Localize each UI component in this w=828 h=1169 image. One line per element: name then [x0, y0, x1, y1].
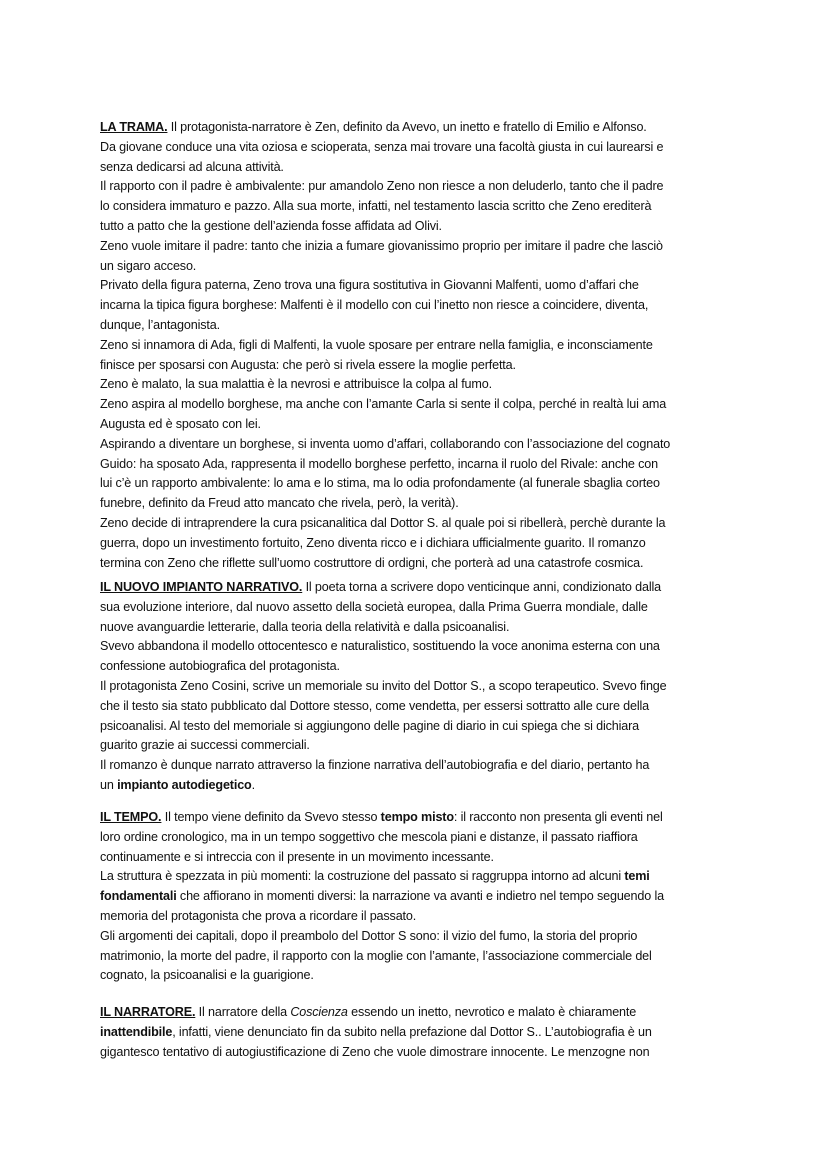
text-line [100, 756, 740, 776]
bold-term: fondamentali [100, 889, 177, 904]
text-line [100, 237, 740, 257]
text-line [100, 867, 740, 887]
text-run: Augusta ed è sposato con lei. [100, 416, 261, 431]
text-run: Il tempo viene definito da Svevo stesso [161, 810, 381, 824]
text-line [100, 1023, 740, 1043]
text-run: incarna la tipica figura borghese: Malfenti è il modello con cui l’inetto non riesce a coincidere, diventa, [100, 298, 649, 313]
text-line [100, 697, 740, 717]
text-run: un sigaro acceso. [100, 258, 197, 273]
text-run: sua evoluzione interiore, dal nuovo assetto della società europea, dalla Prima Guerra mondiale, dalle [100, 599, 648, 614]
text-run: Zeno aspira al modello borghese, ma anche con l’amante Carla si sente il colpa, perché in realtà lui ama [100, 397, 667, 412]
text-line [100, 316, 740, 336]
section-title: IL TEMPO. [100, 810, 162, 824]
text-run: Guido: ha sposato Ada, rappresenta il modello borghese perfetto, incarna il ruolo del Rivale: anche con [100, 456, 658, 471]
text-line [100, 138, 740, 158]
text-run: , infatti, viene denunciato fin da subito nella prefazione dal Dottor S.. L’autobiografia è un [172, 1024, 652, 1039]
text-run: Gli argomenti dei capitali, dopo il preambolo del Dottor S sono: il vizio del fumo, la storia del proprio [100, 928, 638, 943]
section-title: IL NUOVO IMPIANTO NARRATIVO. [100, 580, 303, 594]
text-run: un [100, 777, 118, 792]
text-line [100, 887, 740, 907]
text-run: Il poeta torna a scrivere dopo venticinque anni, condizionato dalla [302, 580, 661, 594]
text-run: guarito grazie ai successi commerciali. [100, 738, 310, 753]
text-run: . [251, 777, 255, 792]
text-run: cognato, la psicoanalisi e la guarigione. [100, 968, 314, 983]
text-line [100, 947, 740, 967]
text-run: essendo un inetto, nevrotico e malato è chiaramente [347, 1005, 637, 1019]
text-line [100, 197, 740, 217]
bold-term: inattendibile [100, 1024, 173, 1039]
bold-term: tempo misto [380, 810, 454, 824]
text-line [100, 828, 740, 848]
text-line [100, 217, 740, 237]
text-run: lo considera immaturo e pazzo. Alla sua morte, infatti, nel testamento lascia scritto che Zeno erediterà [100, 199, 652, 214]
text-run: Privato della figura paterna, Zeno trova una figura sostitutiva in Giovanni Malfenti, uomo d’affari che [100, 278, 639, 293]
text-run: guerra, dopo un investimento fortuito, Zeno diventa ricco e i dichiara ufficialmente guarito. Il romanzo [100, 535, 646, 550]
text-line [100, 356, 740, 376]
text-line [100, 927, 740, 947]
text-run: termina con Zeno che riflette sull’uomo costruttore di ordigni, che porterà ad una catastrofe cosmica. [100, 555, 644, 570]
section-il-tempo [100, 808, 740, 986]
text-run: memoria del protagonista che prova a ricordare il passato. [100, 908, 417, 923]
text-line [100, 257, 740, 277]
text-line [100, 336, 740, 356]
text-line [100, 637, 740, 657]
text-line [100, 296, 740, 316]
section-il-narratore [100, 1003, 740, 1062]
text-run: dunque, l’antagonista. [100, 317, 220, 332]
text-line [100, 554, 740, 574]
text-run: Zeno vuole imitare il padre: tanto che inizia a fumare giovanissimo proprio per imitare il padre che lasciò [100, 238, 663, 253]
italic-term: Coscienza [290, 1005, 348, 1019]
text-run: Zeno decide di intraprendere la cura psicanalitica dal Dottor S. al quale poi si ribellerà, perchè durante la [100, 515, 666, 530]
text-run: Zeno si innamora di Ada, figli di Malfenti, la vuole sposare per entrare nella famiglia, e inconsciamente [100, 337, 653, 352]
section-la-trama [100, 118, 740, 573]
text-run: Il romanzo è dunque narrato attraverso la finzione narrativa dell’autobiografia e del diario, pertanto ha [100, 758, 650, 773]
text-run: matrimonio, la morte del padre, il rapporto con la moglie con l’amante, l’associazione commerciale del [100, 948, 652, 963]
text-line [100, 657, 740, 677]
text-run: Svevo abbandona il modello ottocentesco e naturalistico, sostituendo la voce anonima esterna con una [100, 639, 660, 654]
text-run: lui c’è un rapporto ambivalente: lo ama e lo stima, ma lo odia profondamente (al funerale sbaglia corteo [100, 476, 660, 491]
text-line [100, 534, 740, 554]
text-line [100, 435, 740, 455]
text-run: che affiorano in momenti diversi: la narrazione va avanti e indietro nel tempo seguendo la [176, 889, 664, 904]
text-line [100, 776, 740, 796]
text-run: Aspirando a diventare un borghese, si inventa uomo d’affari, collaborando con l’associazione del cognato [100, 436, 671, 451]
text-line [100, 618, 740, 638]
text-run: funebre, definito da Freud atto mancato che rivela, però, la verità). [100, 496, 459, 511]
section-title: IL NARRATORE. [100, 1005, 196, 1019]
text-run: che il testo sia stato pubblicato dal Dottore stesso, come vendetta, per essersi sottratto alle cure della [100, 698, 650, 713]
text-run: Zeno è malato, la sua malattia è la nevrosi e attribuisce la colpa al fumo. [100, 377, 492, 392]
section-title: LA TRAMA. [100, 120, 168, 134]
text-line [100, 415, 740, 435]
text-run: Il narratore della [195, 1005, 291, 1019]
text-run: nuove avanguardie letterarie, dalla teoria della relatività e dalla psicoanalisi. [100, 619, 510, 634]
text-line [100, 474, 740, 494]
text-line [100, 736, 740, 756]
section-heading-line [100, 1003, 740, 1023]
text-run: Da giovane conduce una vita oziosa e scioperata, senza mai trovare una facoltà giusta in cui laurearsi e [100, 139, 664, 154]
text-line [100, 514, 740, 534]
section-heading-line [100, 578, 740, 598]
text-line [100, 158, 740, 178]
text-line [100, 848, 740, 868]
text-line [100, 276, 740, 296]
text-run: Il rapporto con il padre è ambivalente: pur amandolo Zeno non riesce a non deluderlo, tanto che il padre [100, 179, 664, 194]
section-heading-line [100, 808, 740, 828]
section-heading-line [100, 118, 740, 138]
text-line [100, 717, 740, 737]
section-nuovo-impianto-narrativo [100, 578, 740, 796]
text-line [100, 494, 740, 514]
text-line [100, 677, 740, 697]
text-run: loro ordine cronologico, ma in un tempo soggettivo che mescola piani e distanze, il passato riaffiora [100, 829, 638, 844]
text-run: La struttura è spezzata in più momenti: la costruzione del passato si raggruppa intorno ad alcuni [100, 869, 625, 884]
text-line [100, 1043, 740, 1063]
text-line [100, 455, 740, 475]
text-line [100, 966, 740, 986]
text-line [100, 907, 740, 927]
bold-term: impianto autodiegetico [117, 777, 252, 792]
text-run: confessione autobiografica del protagonista. [100, 659, 340, 674]
text-run: Il protagonista Zeno Cosini, scrive un memoriale su invito del Dottor S., a scopo terapeutico. Svevo finge [100, 678, 667, 693]
bold-term: temi [624, 869, 650, 884]
text-run: psicoanalisi. Al testo del memoriale si aggiungono delle pagine di diario in cui spiega che si dichiara [100, 718, 640, 733]
text-run: Il protagonista-narratore è Zen, definito da Avevo, un inetto e fratello di Emilio e Alfonso. [167, 120, 647, 134]
text-run: senza dedicarsi ad alcuna attività. [100, 159, 284, 174]
text-line [100, 375, 740, 395]
text-run: : il racconto non presenta gli eventi nel [453, 810, 663, 824]
text-line [100, 598, 740, 618]
text-run: tutto a patto che la gestione dell’azienda fosse affidata ad Olivi. [100, 218, 442, 233]
text-line [100, 395, 740, 415]
text-run: continuamente e si intreccia con il presente in un movimento incessante. [100, 849, 494, 864]
text-run: finisce per sposarsi con Augusta: che però si rivela essere la moglie perfetta. [100, 357, 516, 372]
text-line [100, 177, 740, 197]
text-run: gigantesco tentativo di autogiustificazione di Zeno che vuole dimostrare innocente. Le menzogne non [100, 1044, 650, 1059]
